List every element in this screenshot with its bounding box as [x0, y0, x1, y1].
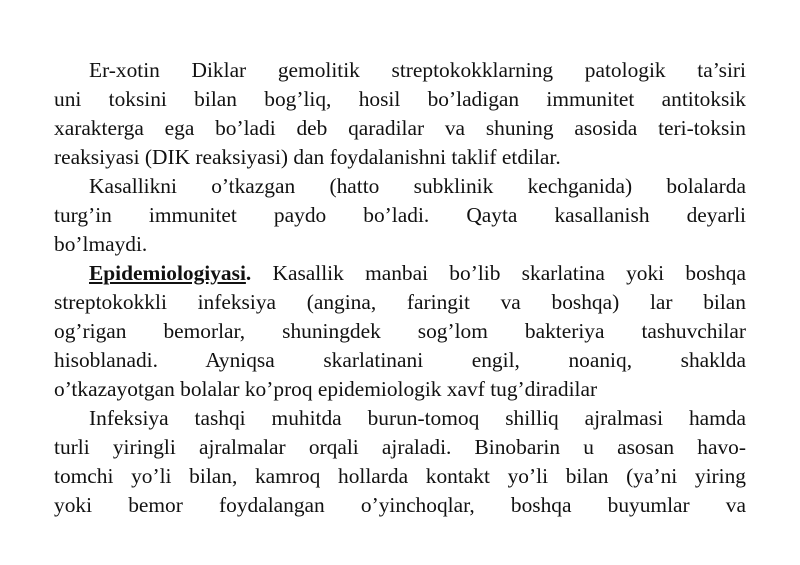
text-line: Infeksiya tashqi muhitda burun-tomoq shilliq ajralmasi hamda [89, 406, 746, 430]
text-line: xarakterga ega bo’ladi deb qaradilar va shuning asosida teri-toksin [54, 116, 746, 140]
heading-period: . [245, 261, 252, 285]
text-line: uni toksini bilan bog’liq, hosil bo’ladigan immunitet antitoksik [54, 87, 746, 111]
paragraph [54, 56, 746, 172]
text-line: tomchi yo’li bilan, kamroq hollarda kontakt yo’li bilan (ya’ni yiring [54, 464, 746, 488]
text-line: bo’lmaydi. [54, 232, 148, 256]
text-line: Kasallikni o’tkazgan (hatto subklinik kechganida) bolalarda [89, 174, 746, 198]
paragraph [54, 404, 746, 520]
text-line: o’tkazayotgan bolalar ko’proq epidemiologik xavf tug’diradilar [54, 377, 598, 401]
text-line: Er-xotin Diklar gemolitik streptokokklarning patologik ta’siri [89, 58, 746, 82]
paragraph [54, 172, 746, 259]
paragraph [54, 259, 746, 404]
text-line: streptokokkli infeksiya (angina, faringit va boshqa) lar bilan [54, 290, 746, 314]
text-line: og’rigan bemorlar, shuningdek sog’lom bakteriya tashuvchilar [54, 319, 746, 343]
text-line: turli yiringli ajralmalar orqali ajraladi. Binobarin u asosan havo- [54, 435, 746, 459]
text-fragment: Kasallik manbai bo’lib skarlatina yoki boshqa [251, 261, 746, 285]
document-page [54, 56, 746, 520]
text-line: turg’in immunitet paydo bo’ladi. Qayta kasallanish deyarli [54, 203, 746, 227]
text-line: hisoblanadi. Ayniqsa skarlatinani engil, noaniq, shaklda [54, 348, 746, 372]
text-line: yoki bemor foydalangan o’yinchoqlar, boshqa buyumlar va [54, 493, 746, 517]
text-line [54, 259, 746, 288]
section-heading: Epidemiologiyasi [89, 261, 246, 285]
text-line: reaksiyasi (DIK reaksiyasi) dan foydalanishni taklif etdilar. [54, 145, 561, 169]
